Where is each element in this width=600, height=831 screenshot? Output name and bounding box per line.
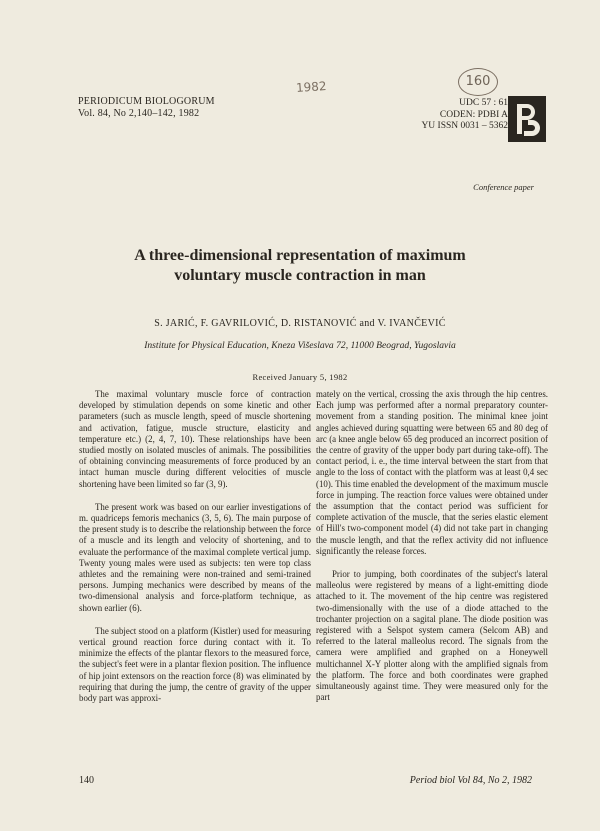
paragraph: mately on the vertical, crossing the axis through the hip centres. Each jump was performed after a normal preparatory counter-movement from a standing position. The minimal knee joint angles achieved during squatting were between 65 and 80 deg of arc (a knee angle below 65 deg produced an incorrect position of the centre of gravity of the upper body part during take-off). The contact period, i. e., the time interval between the start from that angle to the loss of contact with the platform was at least 0,4 sec (10). This time enabled the development of the maximum muscle force in jumping. The reaction force values were obtained under the assumption that the contact period was sufficient for complete activation of the muscle, that the series elastic element of Hill's two-component model (4) did not take part in changing the muscle length, and that the reflex activity did not influence significantly the release forces. — [316, 389, 549, 556]
paper-type-label: Conference paper — [473, 182, 534, 192]
author-affiliation: Institute for Physical Education, Kneza Višeslava 72, 11000 Beograd, Yugoslavia — [144, 340, 456, 351]
coden-code: CODEN: PDBI A — [439, 109, 508, 120]
classification-codes — [421, 98, 508, 133]
author-list: S. JARIĆ, F. GAVRILOVIĆ, D. RISTANOVIĆ and V. IVANČEVIĆ — [154, 318, 446, 329]
issn-code: YU ISSN 0031 – 5362 — [421, 121, 508, 131]
journal-name: PERIODICUM BIOLOGORUM — [78, 96, 215, 107]
title-line-1: A three-dimensional representation of maximum — [134, 247, 466, 264]
paragraph: The maximal voluntary muscle force of contraction developed by stimulation depends on some kinetic and other parameters (such as muscle length, speed of muscle shortening and activation, fatigue, muscle structure, elasticity and temperature etc.) (2, 4, 7, 10). These relationships have been studied mostly on isolated muscles of animals. The possibilities of obtaining convincing measurements of force produced by an intact human muscle during different velocities of muscle shortening have been limited so far (3, 9). — [79, 389, 311, 489]
received-date: Received January 5, 1982 — [252, 372, 348, 382]
body-column-right — [316, 389, 548, 715]
paragraph: Prior to jumping, both coordinates of the subject's lateral malleolus were registered by means of a light-emitting diode attached to it. The movement of the hip centre was registered two-dimensionally with the use of a diode attached to the trochanter projection on a sagital plane. The diode position was registered with a Selspot system camera (Selcom AB) and referred to the lateral malleolus record. The signals from the camera were amplified and graphed on a Honeywell multichannel X-Y plotter along with the amplified signals from the platform. The force and both coordinates were graphed simultaneously against time. They were measured only for the part — [316, 569, 548, 703]
article-title — [0, 246, 600, 286]
publisher-logo-icon — [508, 96, 546, 142]
body-column-left — [79, 389, 311, 716]
paragraph: The subject stood on a platform (Kistler) used for measuring vertical ground reaction force during contact with it. To minimize the effects of the plantar flexors to the measured force, the subject's feet were in a plantar flexion position. The influence of hip joint extensors on the reaction force (8) was eliminated by requiring that during the jump, the centre of gravity of the upper body part was approxi- — [79, 625, 311, 704]
running-footer: Period biol Vol 84, No 2, 1982 — [409, 775, 532, 786]
journal-volume: Vol. 84, No 2,140–142, 1982 — [78, 108, 200, 119]
page-number: 140 — [79, 775, 94, 786]
paragraph: The present work was based on our earlier investigations of m. quadriceps femoris mechanics (3, 5, 6). The main purpose of the present study is to describe the relationship between the force of a muscle and its length and velocity of shortening, and to evaluate the performance of the maximal complete vertical jump. Twenty young males were used as subjects: ten were top class athletes and the remaining were non-trained and semi-trained persons. Jumping mechanics were described by means of the two-dimensional analysis and force-platform technique, as shown earlier (6). — [79, 501, 311, 613]
handwritten-year: 1982 — [295, 78, 327, 96]
udc-code: UDC 57 : 61 — [459, 98, 508, 108]
journal-citation — [78, 96, 215, 120]
title-line-2: voluntary muscle contraction in man — [174, 267, 426, 284]
circled-page-number: 160 — [458, 68, 498, 96]
